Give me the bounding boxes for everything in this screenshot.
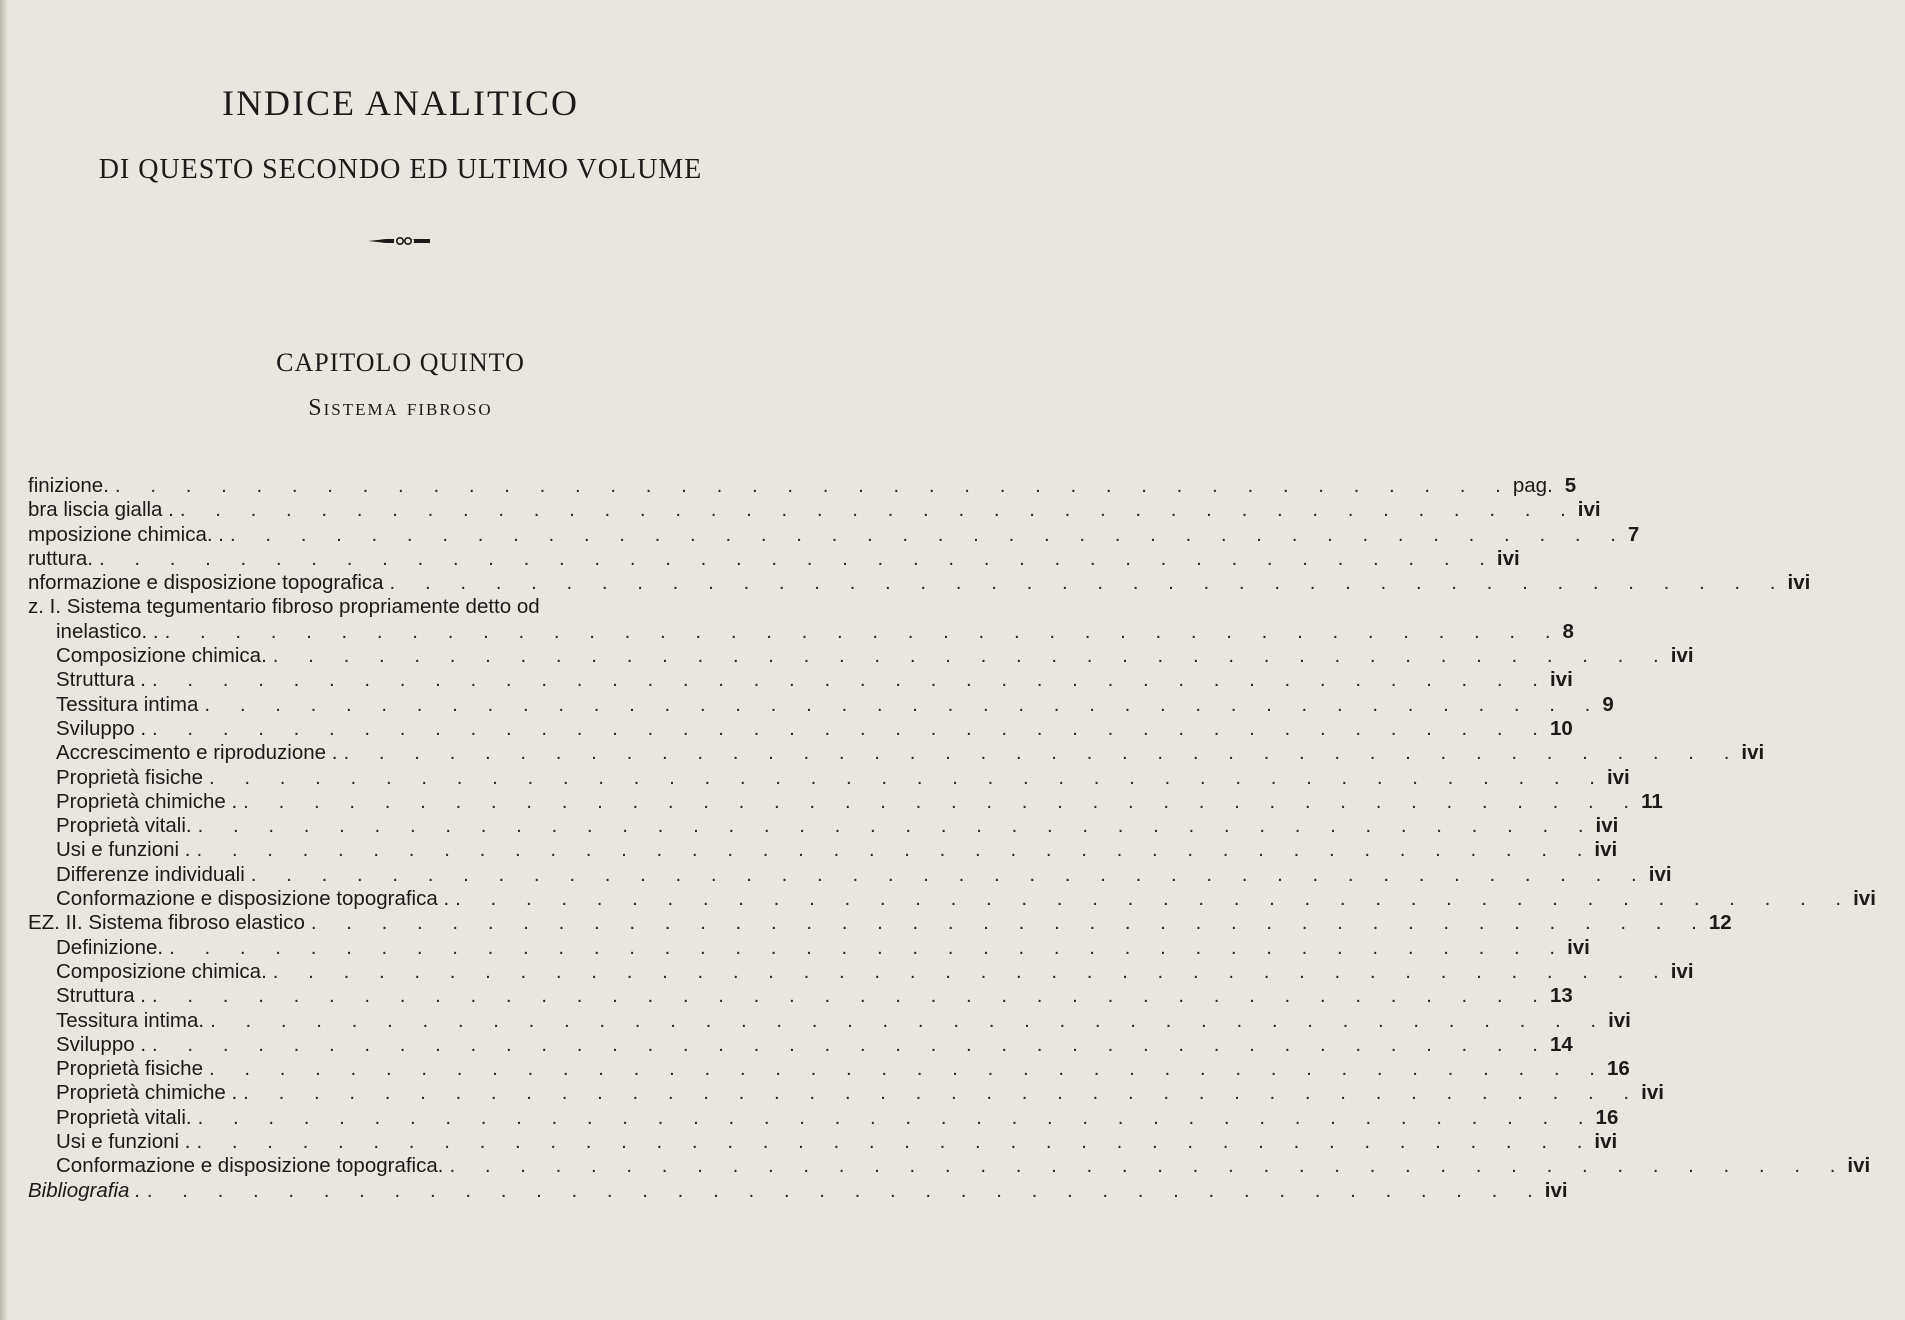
toc-entry: [28, 546, 1520, 571]
dot-leader: . . . . . . . . . . . . . . . . . . . . . . . . . . . . . . . . . . . . . . . .: [152, 668, 1550, 692]
dot-leader: . . . . . . . . . . . . . . . . . . . . . . . . . . . . . . . . . . . . . . . .: [208, 1057, 1607, 1081]
dot-leader: . . . . . . . . . . . . . . . . . . . . . . . . . . . . . . . . . . . . . . . .: [208, 765, 1607, 789]
toc-entry-label: Sviluppo .: [56, 716, 147, 740]
toc-entry: [28, 789, 1663, 814]
toc-entry: [28, 887, 1876, 911]
section-initial: S: [308, 395, 324, 421]
toc-entry-label: Conformazione e disposizione topografica .: [56, 887, 450, 911]
toc-entry-label: Usi e funzioni .: [56, 838, 191, 862]
dot-leader: . . . . . . . . . . . . . . . . . . . . . . . . . . . . . . . . . . . . . . . .: [204, 692, 1603, 716]
toc-entry-page: ivi: [1853, 887, 1876, 911]
dot-leader: . . . . . . . . . . . . . . . . . . . . . . . . . . . . . . . . . . . . . . . .: [196, 838, 1595, 862]
dot-leader: . . . . . . . . . . . . . . . . . . . . . . . . . . . . . . . . . . . . . . . .: [229, 522, 1628, 546]
page-subtitle: DI QUESTO SECONDO ED ULTIMO VOLUME: [98, 154, 703, 185]
toc-entry-label: inelastico. .: [56, 619, 159, 643]
dot-leader: . . . . . . . . . . . . . . . . . . . . . . . . . . . . . . . . . . . . . . . .: [243, 789, 1642, 813]
toc-entry-page: ivi: [1787, 571, 1811, 595]
toc-entry-page: ivi: [1549, 668, 1573, 692]
toc-entry-label: Composizione chimica.: [56, 644, 267, 668]
toc-entry-page: ivi: [1670, 959, 1694, 983]
dot-leader: . . . . . . . . . . . . . . . . . . . . . . . . . . . . . . . . . . . . . . . .: [310, 911, 1709, 935]
ornament-divider: [268, 236, 530, 246]
toc-entry-label: finizione.: [28, 474, 109, 497]
section-title: [0, 395, 801, 422]
toc-entry: [28, 522, 1640, 547]
toc-entry-page: ivi: [1608, 1008, 1631, 1032]
toc-entry: [28, 1154, 1871, 1178]
toc-entry-page: 7: [1627, 522, 1640, 546]
toc-entry-label: Conformazione e disposizione topografica.: [56, 1154, 444, 1178]
toc-entry: [28, 959, 1694, 984]
toc-entry-label: Proprietà chimiche .: [56, 1081, 238, 1105]
toc-entry-label: Bibliografia .: [28, 1178, 141, 1202]
toc-entry-label: z. I. Sistema tegumentario fibroso propriamente detto od: [28, 595, 540, 619]
toc-entry-page: ivi: [1641, 1081, 1664, 1105]
dot-leader: . . . . . . . . . . . . . . . . . . . . . . . . . . . . . . . . . . . . . . . .: [449, 1154, 1848, 1178]
toc-entry-label: Proprietà chimiche .: [56, 789, 238, 813]
toc-entry-pag-label: pag.: [1512, 474, 1553, 497]
toc-entry: [28, 595, 780, 619]
dot-leader: . . . . . . . . . . . . . . . . . . . . . . . . . . . . . . . . . . . . . . . .: [164, 619, 1563, 643]
toc-entry: [28, 1057, 1630, 1081]
toc-entry: [28, 862, 1672, 887]
toc-entry: [28, 814, 1619, 838]
chapter-title: CAPITOLO QUINTO: [276, 348, 525, 377]
dot-leader: . . . . . . . . . . . . . . . . . . . . . . . . . . . . . . . . . . . . . . . .: [152, 716, 1550, 740]
toc-entry: [28, 1130, 1618, 1154]
toc-entry: [28, 1178, 1568, 1203]
toc-entry-page: ivi: [1496, 546, 1520, 570]
toc-entry-page: ivi: [1670, 644, 1694, 668]
toc-entry-page: ivi: [1594, 1130, 1618, 1154]
toc-entry-page: ivi: [1606, 765, 1630, 789]
toc-entry-page: 10: [1549, 716, 1573, 740]
page-edge-shadow: [0, 0, 8, 1320]
dot-leader: . . . . . . . . . . . . . . . . . . . . . . . . . . . . . . . . . . . . . . . .: [343, 741, 1742, 765]
toc-entry: [28, 668, 1573, 692]
toc-entry-page: ivi: [1648, 862, 1672, 886]
toc-entry: [28, 911, 1732, 935]
toc-entry: [28, 1081, 1664, 1105]
toc-entry: [28, 741, 1765, 765]
toc-entry-label: Proprietà fisiche: [56, 765, 203, 789]
dot-leader: . . . . . . . . . . . . . . . . . . . . . . . . . . . . . . . . . . . . . . . .: [210, 1008, 1609, 1032]
toc-entry-label: ruttura.: [28, 546, 93, 570]
toc-entry: [28, 1008, 1631, 1033]
toc-entry-page: ivi: [1544, 1178, 1568, 1202]
dot-leader: . . . . . . . . . . . . . . . . . . . . . . . . . . . . . . . . . . . . . . . .: [272, 644, 1671, 668]
toc-entry-label: Proprietà vitali.: [56, 814, 192, 838]
toc-entry: [28, 838, 1618, 862]
page-header: [0, 82, 801, 186]
page-title: INDICE ANALITICO: [222, 83, 579, 123]
toc-entry: [28, 984, 1573, 1008]
table-of-contents: [28, 474, 1876, 1203]
toc-entry: [28, 571, 1811, 595]
toc-entry-label: mposizione chimica. .: [28, 522, 224, 546]
toc-entry-label: Composizione chimica.: [56, 959, 267, 983]
toc-entry-page: 8: [1562, 619, 1574, 643]
toc-entry-page: 16: [1595, 1105, 1619, 1129]
toc-entry-page: ivi: [1567, 935, 1590, 959]
toc-entry-label: Struttura .: [56, 668, 147, 692]
dot-leader: . . . . . . . . . . . . . . . . . . . . . . . . . . . . . . . . . . . . . . . .: [243, 1081, 1642, 1105]
toc-entry: [28, 1032, 1573, 1057]
dot-leader: . . . . . . . . . . . . . . . . . . . . . . . . . . . . . . . . . . . . . . . .: [196, 1130, 1595, 1154]
toc-entry: [28, 474, 1577, 498]
dot-leader: . . . . . . . . . . . . . . . . . . . . . . . . . . . . . . . . . . . . . . . .: [272, 959, 1671, 983]
dot-leader: . . . . . . . . . . . . . . . . . . . . . . . . . . . . . . . . . . . . . . . .: [152, 1032, 1550, 1056]
toc-entry-label: Usi e funzioni .: [56, 1130, 191, 1154]
toc-entry: [28, 692, 1614, 717]
dot-leader: . . . . . . . . . . . . . . . . . . . . . . . . . . . . . . . . . . . . . . . .: [389, 571, 1788, 595]
dot-leader: . . . . . . . . . . . . . . . . . . . . . . . . . . . . . . . . . . . . . . . .: [197, 1105, 1596, 1129]
dot-leader: . . . . . . . . . . . . . . . . . . . . . . . . . . . . . . . . . . . . . . . .: [169, 935, 1568, 959]
toc-entry-page: 9: [1602, 692, 1614, 716]
toc-entry-page: ivi: [1847, 1154, 1871, 1178]
toc-entry: [28, 644, 1694, 668]
dot-leader: . . . . . . . . . . . . . . . . . . . . . . . . . . . . . . . . . . . . . . . .: [114, 474, 1513, 497]
dot-leader: . . . . . . . . . . . . . . . . . . . . . . . . . . . . . . . . . . . . . . . .: [197, 814, 1596, 838]
toc-entry-label: Accrescimento e riproduzione .: [56, 741, 338, 765]
dot-leader: . . . . . . . . . . . . . . . . . . . . . . . . . . . . . . . . . . . . . . . .: [250, 862, 1649, 886]
dot-leader: . . . . . . . . . . . . . . . . . . . . . . . . . . . . . . . . . . . . . . . .: [98, 546, 1497, 570]
toc-entry-page: 14: [1549, 1032, 1573, 1056]
toc-entry-label: Tessitura intima.: [56, 1008, 205, 1032]
toc-entry: [28, 765, 1630, 790]
toc-entry-page: ivi: [1594, 838, 1618, 862]
toc-entry-page: 5: [1564, 474, 1577, 497]
toc-entry-page: ivi: [1577, 498, 1601, 522]
toc-entry-label: Definizione.: [56, 935, 164, 959]
toc-entry-label: bra liscia gialla .: [28, 498, 174, 522]
toc-entry-page: ivi: [1595, 814, 1619, 838]
toc-entry-page: 12: [1708, 911, 1732, 935]
toc-entry-label: Proprietà fisiche: [56, 1057, 203, 1081]
dot-leader: . . . . . . . . . . . . . . . . . . . . . . . . . . . . . . . . . . . . . . . .: [152, 984, 1550, 1008]
section-word-2: FIBROSO: [406, 400, 493, 419]
toc-entry: [28, 1105, 1619, 1130]
toc-entry: [28, 619, 1574, 644]
toc-entry-label: Sviluppo .: [56, 1032, 147, 1056]
dot-leader: . . . . . . . . . . . . . . . . . . . . . . . . . . . . . . . . . . . . . . . .: [146, 1178, 1545, 1202]
toc-entry-label: Tessitura intima: [56, 692, 199, 716]
toc-entry-label: Differenze individuali: [56, 862, 245, 886]
section-word-1: ISTEMA: [323, 400, 399, 419]
toc-entry-page: 11: [1641, 789, 1663, 813]
toc-entry-page: 13: [1549, 984, 1573, 1008]
dot-leader: . . . . . . . . . . . . . . . . . . . . . . . . . . . . . . . . . . . . . . . .: [179, 498, 1578, 522]
toc-entry-page: 16: [1606, 1057, 1630, 1081]
toc-entry: [28, 716, 1573, 741]
toc-entry: [28, 498, 1601, 522]
toc-entry-label: Struttura .: [56, 984, 147, 1008]
toc-entry-page: ivi: [1741, 741, 1765, 765]
toc-entry-label: nformazione e disposizione topografica: [28, 571, 384, 595]
toc-entry: [28, 935, 1590, 960]
dot-leader: . . . . . . . . . . . . . . . . . . . . . . . . . . . . . . . . . . . . . . . .: [455, 887, 1854, 911]
toc-entry-label: Proprietà vitali.: [56, 1105, 192, 1129]
toc-entry-label: EZ. II. Sistema fibroso elastico: [28, 911, 305, 935]
